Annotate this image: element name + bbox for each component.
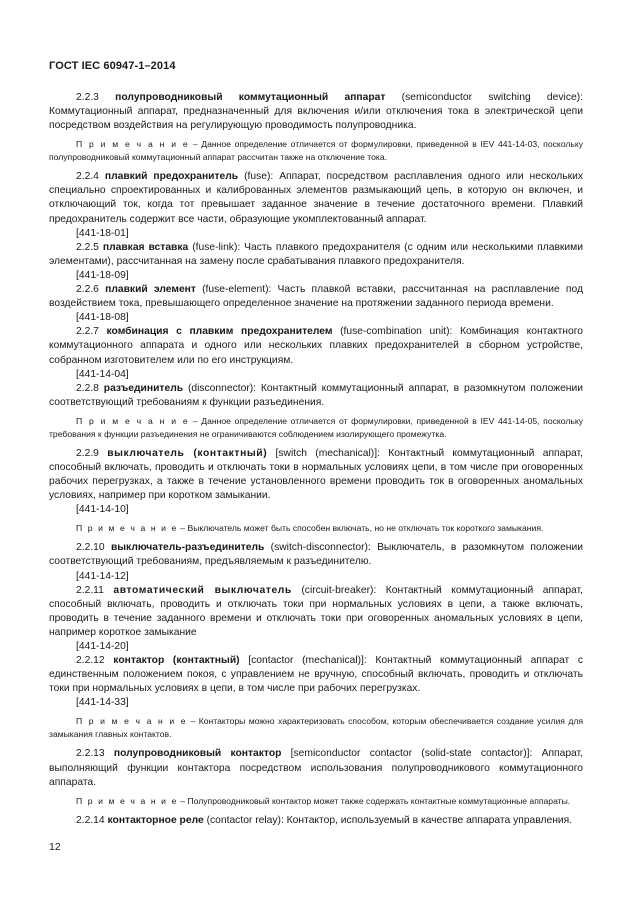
term: плавкий предохранитель bbox=[104, 171, 239, 183]
iev-reference: [441-14-12] bbox=[76, 570, 129, 582]
definition-text: (disconnector): Контактный коммутационный аппарат, в разомкнутом положении соответствующий требованиям к функции разъединения. bbox=[49, 382, 583, 408]
definition-text: (fuse): Аппарат, посредством расплавления одного или нескольких специально спроектированных и калиброванных элементов размыкающий цепь, в которую он включен, и отключающий ток, когда тот превышает заданное значение в течение достаточного времени. Плавкий предохранитель содержит все части, образующие укомплектованный аппарат. bbox=[49, 171, 584, 225]
term: плавкая вставка bbox=[102, 241, 189, 253]
definition-2-2-8 bbox=[49, 382, 583, 410]
iev-reference: [441-14-10] bbox=[76, 504, 129, 516]
definition-text: (contactor relay): Контактор, используемый в качестве аппарата управления. bbox=[203, 814, 573, 826]
iev-reference: [441-14-33] bbox=[76, 697, 129, 709]
clause-number: 2.2.3 bbox=[76, 92, 99, 103]
term: полупроводниковый контактор bbox=[113, 748, 282, 760]
definition-2-2-6 bbox=[49, 283, 583, 311]
term: комбинация с плавким предохранителем bbox=[106, 326, 333, 338]
clause-number: 2.2.7 bbox=[76, 326, 99, 338]
definition-text: (switch-disconnector): Выключатель, в разомкнутом положении соответствующий требованиям, предъявляемым к разъединителю. bbox=[49, 542, 583, 568]
definition-text: (fuse-link): Часть плавкого предохранителя (с одним или несколькими плавкими элементами), рассчитанная на замену после срабатывания плавкого предохранителя. bbox=[49, 241, 583, 267]
term: разъединитель bbox=[103, 382, 184, 394]
clause-number: 2.2.9 bbox=[76, 447, 99, 459]
page-number: 12 bbox=[49, 841, 61, 853]
clause-number: 2.2.5 bbox=[76, 241, 99, 253]
clause-number: 2.2.4 bbox=[76, 171, 99, 183]
note bbox=[49, 138, 583, 164]
definitions-list bbox=[49, 91, 583, 828]
definition-2-2-7 bbox=[49, 325, 583, 367]
note-text: – Данное определение отличается от формулировки, приведенной в IEV 441-14-05, поскольку требования к функции разъединения не ограничиваются соблюдением изолирующего промежутка. bbox=[49, 415, 583, 439]
note-label: П р и м е ч а н и е bbox=[76, 415, 190, 426]
term: выключатель (контактный) bbox=[107, 447, 268, 459]
note-label: П р и м е ч а н и е bbox=[76, 523, 178, 534]
clause-number: 2.2.11 bbox=[76, 584, 104, 596]
term: полупроводниковый коммутационный аппарат bbox=[115, 92, 386, 103]
note bbox=[49, 795, 583, 808]
definition-2-2-3 bbox=[49, 91, 583, 133]
definition-2-2-10 bbox=[49, 541, 583, 569]
note-label: П р и м е ч а н и е bbox=[76, 139, 190, 150]
definition-2-2-4 bbox=[49, 170, 583, 226]
clause-number: 2.2.14 bbox=[76, 814, 105, 826]
iev-reference: [441-14-04] bbox=[76, 368, 129, 380]
clause-number: 2.2.8 bbox=[76, 382, 99, 394]
definition-text: (circuit-breaker): Контактный коммутационный аппарат, способный включать, проводить и отключать токи при нормальных условиях в цепи, а также включать, проводить в течение заданного времени и отключать токи при оговоренных аномальных условиях в цепи, например короткое замыкание bbox=[49, 584, 583, 638]
term: выключатель-разъединитель bbox=[110, 542, 265, 554]
definition-text: [semiconductor contactor (solid-state contactor)]: Аппарат, выполняющий функции контактора посредством использования полупроводникового коммутационного аппарата. bbox=[49, 748, 583, 788]
note-text: – Выключатель может быть способен включать, но не отключать ток короткого замыкания. bbox=[177, 523, 544, 534]
definition-2-2-14 bbox=[49, 814, 583, 828]
definition-text: [switch (mechanical)]: Контактный коммутационный аппарат, способный включать, проводить и отключать токи в нормальных условиях цепи, в том числе при оговоренных рабочих перегрузках, а также в течение установленного времени проводить ток в оговоренных аномальных условиях, например при коротком замыкании. bbox=[49, 447, 583, 502]
definition-text: (fuse-element): Часть плавкой вставки, рассчитанная на расплавление под воздействием тока, превышающего определенное значение на протяжении заданного периода времени. bbox=[49, 284, 583, 310]
definition-text: [contactor (mechanical)]: Контактный коммутационный аппарат с единственным положением покоя, с управлением не вручную, способный включать, проводить и отключать токи при нормальных условиях в цепи, в том числе при рабочих перегрузках. bbox=[49, 655, 583, 695]
iev-reference: [441-18-09] bbox=[76, 269, 129, 281]
clause-number: 2.2.6 bbox=[76, 284, 99, 296]
term: автоматический выключатель bbox=[113, 584, 292, 596]
iev-reference: [441-14-20] bbox=[76, 641, 129, 652]
definition-2-2-9 bbox=[49, 447, 583, 503]
note bbox=[49, 415, 583, 441]
definition-2-2-11 bbox=[49, 584, 583, 640]
clause-number: 2.2.13 bbox=[76, 748, 105, 760]
note-text: – Контакторы можно характеризовать способом, которым обеспечивается создание усилия для замыкания главных контактов. bbox=[49, 716, 584, 740]
definition-2-2-5 bbox=[49, 241, 583, 269]
clause-number: 2.2.10 bbox=[76, 542, 105, 554]
definition-2-2-12 bbox=[49, 654, 583, 696]
note-text: – Полупроводниковый контактор может также содержать контактные коммутационные аппараты. bbox=[177, 795, 571, 806]
term: контакторное реле bbox=[107, 814, 204, 826]
note-label: П р и м е ч а н и е bbox=[76, 716, 188, 727]
iev-reference: [441-18-08] bbox=[76, 312, 129, 324]
note-text: – Данное определение отличается от формулировки, приведенной в IEV 441-14-03, поскольку полупроводниковый коммутационный аппарат рассчитан также на отключение тока. bbox=[49, 139, 583, 163]
standard-header: ГОСТ IEC 60947-1–2014 bbox=[49, 60, 176, 72]
note bbox=[49, 522, 583, 535]
definition-text: (semiconductor switching device): Коммутационный аппарат, предназначенный для включения и/или отключения тока в электрической цепи посредством воздействия на регулирующую проводимость полупроводника. bbox=[49, 92, 583, 132]
definition-2-2-13 bbox=[49, 747, 583, 789]
iev-reference: [441-18-01] bbox=[76, 227, 129, 239]
term: контактор (контактный) bbox=[113, 655, 240, 667]
note-label: П р и м е ч а н и е bbox=[76, 795, 178, 806]
definition-text: (fuse-combination unit): Комбинация контактного коммутационного аппарата и одного или нескольких плавких предохранителей в сборном устройстве, собранном изготовителем или по его инструкциям. bbox=[49, 326, 583, 366]
term: плавкий элемент bbox=[105, 284, 196, 296]
note bbox=[49, 715, 583, 741]
clause-number: 2.2.12 bbox=[76, 655, 105, 667]
